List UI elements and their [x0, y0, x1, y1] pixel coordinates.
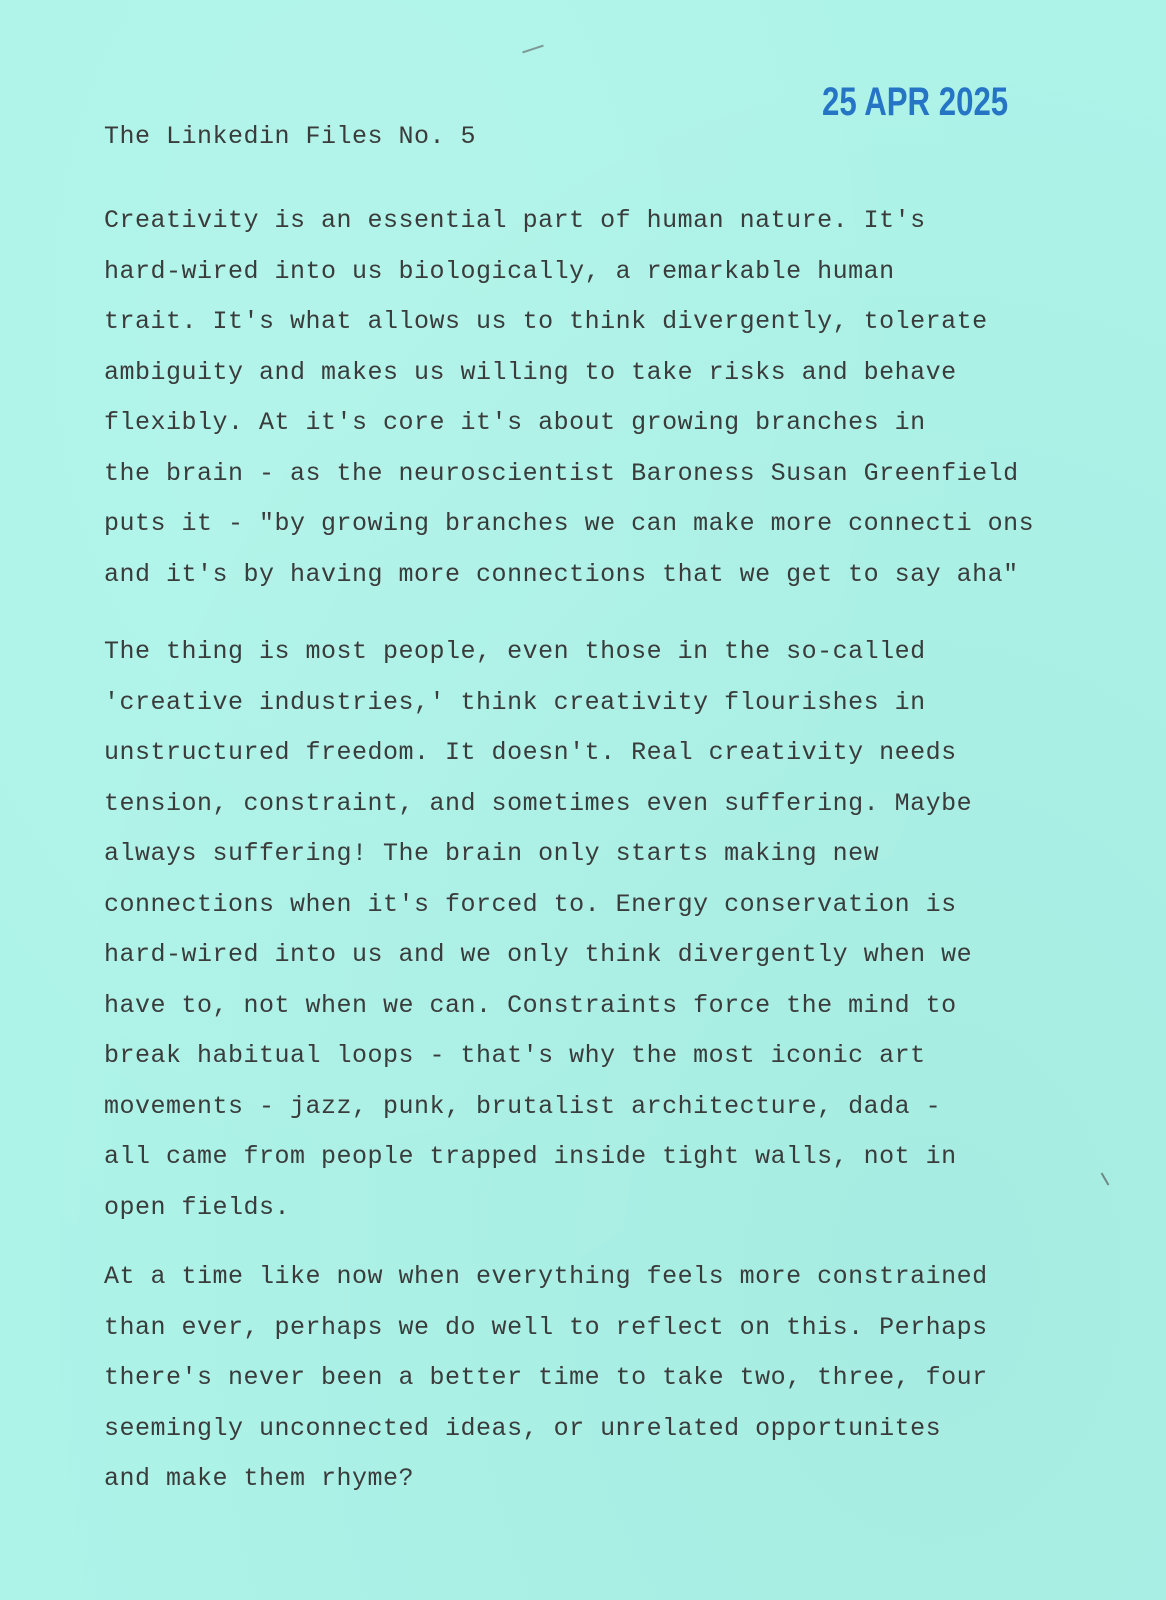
paragraph-1	[104, 196, 1154, 600]
text-line: seemingly unconnected ideas, or unrelated opportunites	[104, 1413, 942, 1443]
text-line: the brain - as the neuroscientist Baroness Susan Greenfield	[104, 458, 1019, 488]
text-line: unstructured freedom. It doesn't. Real creativity needs	[104, 738, 957, 767]
text-line: all came from people trapped inside tight walls, not in	[104, 1142, 957, 1171]
document-title: The Linkedin Files No. 5	[104, 122, 477, 151]
text-line: break habitual loops - that's why the most iconic art	[104, 1041, 926, 1070]
text-line: and make them rhyme?	[104, 1464, 415, 1493]
text-line: connections when it's forced to. Energy conservation is	[104, 889, 957, 919]
text-line: there's never been a better time to take two, three, four	[104, 1363, 988, 1392]
text-line: hard-wired into us and we only think divergently when we	[104, 940, 973, 969]
text-line: always suffering! The brain only starts making new	[104, 839, 880, 868]
text-line: tension, constraint, and sometimes even suffering. Maybe	[104, 788, 973, 818]
text-line: 'creative industries,' think creativity flourishes in	[104, 687, 926, 717]
text-line: The thing is most people, even those in the so-called	[104, 637, 926, 666]
text-line: than ever, perhaps we do well to reflect on this. Perhaps	[104, 1312, 988, 1342]
date-stamp: 25 APR 2025	[822, 80, 1009, 124]
text-line: open fields.	[104, 1192, 291, 1222]
text-line: have to, not when we can. Constraints force the mind to	[104, 990, 957, 1020]
text-line: Creativity is an essential part of human nature. It's	[104, 206, 926, 235]
paragraph-2	[104, 627, 1154, 1233]
text-line: flexibly. At it's core it's about growing branches in	[104, 408, 926, 437]
text-line: and it's by having more connections that we get to say aha"	[104, 559, 1019, 589]
text-line: puts it - "by growing branches we can make more connecti ons	[104, 509, 1035, 538]
text-line: hard-wired into us biologically, a remarkable human	[104, 256, 895, 286]
stray-ink-mark	[522, 45, 544, 54]
paragraph-3	[104, 1252, 1154, 1505]
text-line: trait. It's what allows us to think divergently, tolerate	[104, 307, 988, 336]
text-line: movements - jazz, punk, brutalist architecture, dada -	[104, 1091, 942, 1121]
text-line: ambiguity and makes us willing to take risks and behave	[104, 357, 957, 387]
text-line: At a time like now when everything feels more constrained	[104, 1262, 988, 1291]
